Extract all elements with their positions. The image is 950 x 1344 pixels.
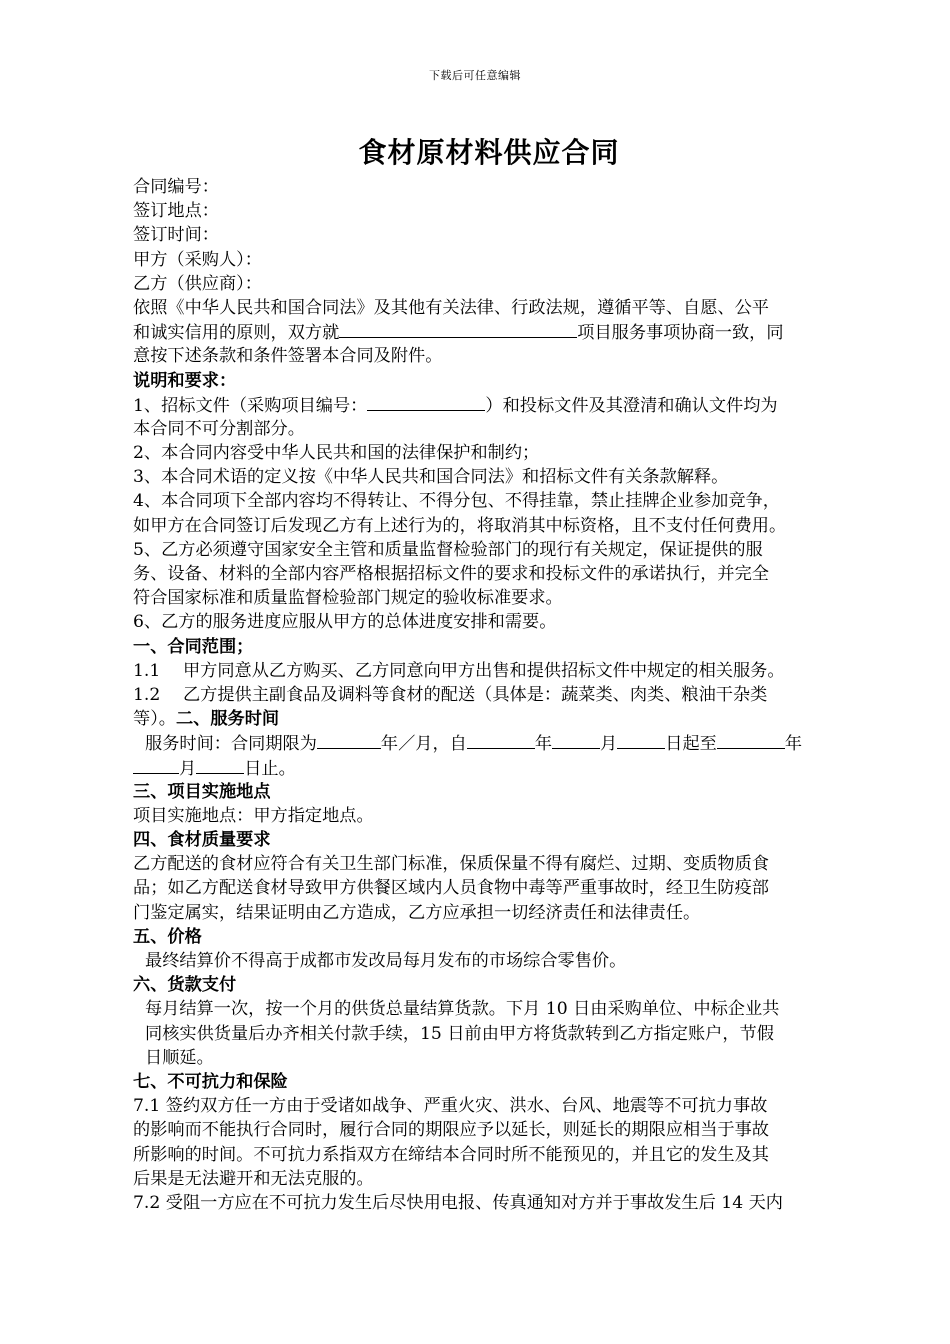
section-heading: 一、合同范围； [133, 636, 254, 657]
intro-line [133, 320, 855, 344]
section-line: 乙方配送的食材应符合有关卫生部门标准，保质保量不得有腐烂、过期、变质物质食 [133, 854, 769, 875]
section-heading: 五、价格 [133, 926, 202, 947]
section-line [133, 731, 855, 755]
requirement-line: 6、乙方的服务进度应服从甲方的总体进度安排和需要。 [133, 612, 557, 633]
requirement-text: ）和投标文件及其澄清和确认文件均为 [485, 395, 778, 416]
section-text: 日止。 [244, 758, 296, 779]
section-line: 项目实施地点：甲方指定地点。 [133, 805, 374, 826]
section-heading: 六、货款支付 [133, 975, 237, 996]
start-month-blank [552, 731, 600, 749]
requirement-line: 如甲方在合同签订后发现乙方有上述行为的，将取消其中标资格，且不支付任何费用。 [133, 515, 787, 536]
intro-text: 项目服务事项协商一致，同 [577, 323, 784, 344]
end-day-blank [196, 756, 244, 774]
section-text: 月 [179, 758, 197, 779]
section-line: 1.2 乙方提供主副食品及调料等食材的配送（具体是：蔬菜类、肉类、粮油干杂类 [133, 684, 768, 705]
requirement-text: 1、招标文件（采购项目编号： [133, 395, 368, 416]
header-note: 下载后可任意编辑 [429, 69, 521, 82]
field-signing-place: 签订地点： [133, 201, 219, 222]
requirement-line: 务、设备、材料的全部内容严格根据招标文件的要求和投标文件的承诺执行，并完全 [133, 564, 769, 584]
intro-line: 依照《中华人民共和国合同法》及其他有关法律、行政法规，遵循平等、自愿、公平 [133, 297, 769, 318]
section-line: 每月结算一次，按一个月的供货总量结算货款。下月 10 日由采购单位、中标企业共 [145, 999, 780, 1020]
requirement-line: 2、本合同内容受中华人民共和国的法律保护和制约； [133, 443, 540, 464]
section-text: 年 [784, 734, 803, 755]
end-month-blank [133, 756, 179, 774]
section-line: 所影响的时间。不可抗力系指双方在缔结本合同时所不能预见的，并且它的发生及其 [133, 1144, 769, 1165]
section-line: 门鉴定属实，结果证明由乙方造成，乙方应承担一切经济责任和法律责任。 [133, 902, 701, 923]
section-heading: 七、不可抗力和保险 [133, 1071, 288, 1092]
end-year-blank [717, 731, 785, 749]
requirement-line [133, 393, 855, 417]
section-text: 年 [534, 734, 553, 755]
section-line: 品；如乙方配送食材导致甲方供餐区域内人员食物中毒等严重事故时，经卫生防疫部 [133, 878, 769, 899]
section-heading: 四、食材质量要求 [133, 830, 271, 851]
field-party-b: 乙方（供应商）： [133, 273, 262, 294]
requirement-line: 3、本合同术语的定义按《中华人民共和国合同法》和招标文件有关条款解释。 [133, 467, 729, 488]
section-line: 日顺延。 [145, 1047, 214, 1068]
section-text: 日起至 [665, 734, 717, 755]
field-party-a: 甲方（采购人）： [133, 249, 262, 270]
intro-text: 和诚实信用的原则，双方就 [133, 323, 340, 344]
section-line: 同核实供货量后办齐相关付款手续，15 日前由甲方将货款转到乙方指定账户，节假 [145, 1023, 774, 1044]
requirement-line: 本合同不可分割部分。 [133, 418, 305, 439]
section-line [133, 756, 855, 780]
requirements-heading: 说明和要求： [133, 370, 237, 391]
section-text: 年／月，自 [380, 734, 467, 755]
requirement-line: 4、本合同项下全部内容均不得转让、不得分包、不得挂靠，禁止挂牌企业参加竞争， [133, 491, 780, 512]
section-heading: 二、服务时间 [175, 709, 280, 730]
document-body [133, 175, 855, 1215]
section-line [133, 707, 855, 731]
section-line: 后果是无法避开和无法克服的。 [133, 1168, 374, 1189]
section-line: 最终结算价不得高于成都市发改局每月发布的市场综合零售价。 [145, 951, 627, 971]
requirement-line: 符合国家标准和质量监督检验部门规定的验收标准要求。 [133, 588, 563, 609]
section-line: 7.1 签约双方任一方由于受诸如战争、严重火灾、洪水、台风、地震等不可抗力事故 [133, 1096, 768, 1117]
field-signing-time: 签订时间： [133, 225, 219, 246]
section-heading: 三、项目实施地点 [133, 781, 271, 802]
project-number-blank [367, 393, 485, 411]
start-day-blank [617, 731, 665, 749]
intro-line: 意按下述条款和条件签署本合同及附件。 [133, 346, 443, 367]
start-year-blank [467, 731, 535, 749]
section-line: 的影响而不能执行合同时，履行合同的期限应予以延长，则延长的期限应相当于事故 [133, 1120, 769, 1141]
section-text: 月 [600, 734, 618, 755]
section-text: 服务时间：合同期限为 [145, 734, 317, 755]
section-line: 7.2 受阻一方应在不可抗力发生后尽快用电报、传真通知对方并于事故发生后 14 天内 [133, 1192, 783, 1213]
section-text: 等）。 [133, 709, 176, 730]
project-name-blank [339, 320, 577, 338]
section-line: 1.1 甲方同意从乙方购买、乙方同意向甲方出售和提供招标文件中规定的相关服务。 [133, 660, 785, 681]
document-title: 食材原材料供应合同 [358, 136, 620, 169]
field-contract-number: 合同编号： [133, 177, 219, 197]
requirement-line: 5、乙方必须遵守国家安全主管和质量监督检验部门的现行有关规定，保证提供的服 [133, 539, 763, 560]
term-blank [317, 731, 381, 749]
